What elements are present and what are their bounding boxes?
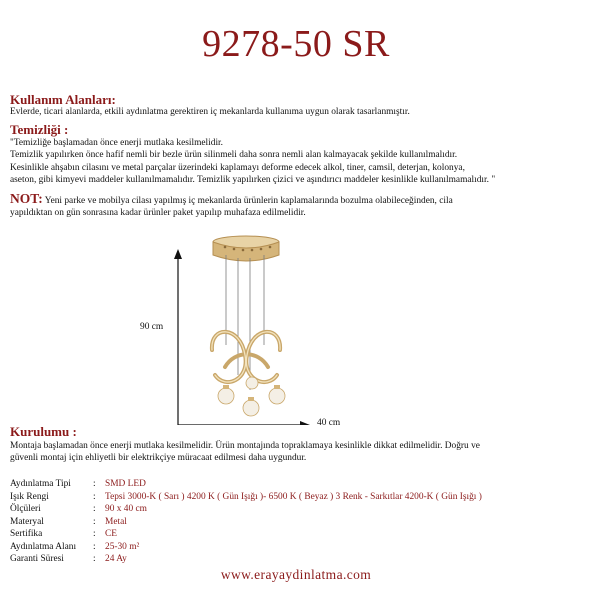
note-line-2: yapıldıktan on gün sonrasına kadar ürünler paket yapılıp muhafaza edilmelidir. bbox=[10, 208, 306, 219]
spec-separator: : bbox=[93, 504, 96, 514]
spec-value: 24 Ay bbox=[105, 554, 127, 564]
installation-text bbox=[10, 440, 585, 465]
height-dimension-label: 90 cm bbox=[140, 322, 164, 332]
note-block bbox=[10, 193, 585, 220]
spec-label: Aydınlatma Tipi bbox=[10, 479, 71, 489]
spec-row bbox=[10, 478, 482, 491]
note-line-1: Yeni parke ve mobilya cilası yapılmış iç mekanlarda ürünlerin kaplamalarında bozulma olabileceğinden, cila bbox=[42, 196, 453, 206]
note-label: NOT: bbox=[10, 191, 43, 206]
spec-row bbox=[10, 516, 482, 529]
cleaning-text bbox=[10, 137, 585, 186]
spec-value: Metal bbox=[105, 516, 127, 527]
spec-label: Sertifika bbox=[10, 529, 43, 539]
spec-separator: : bbox=[93, 541, 96, 552]
spec-table bbox=[10, 478, 482, 566]
spec-row bbox=[10, 491, 482, 504]
width-dimension-label: 40 cm bbox=[317, 418, 341, 428]
website-url: www.erayaydinlatma.com bbox=[220, 567, 372, 582]
spec-row bbox=[10, 541, 482, 554]
spec-label: Aydınlatma Alanı bbox=[10, 541, 77, 552]
height-arrow-head bbox=[174, 249, 182, 259]
usage-heading: Kullanım Alanları: bbox=[10, 92, 116, 107]
spec-label: Garanti Süresi bbox=[10, 554, 64, 564]
spec-value: CE bbox=[105, 529, 117, 539]
width-arrow-head bbox=[300, 421, 310, 425]
installation-line-1: Montaja başlamadan önce enerji mutlaka kesilmelidir. Ürün montajında topraklamaya kesinlikle dikkat edilmelidir. Doğru ve bbox=[10, 441, 480, 451]
cleaning-line: aseton, gibi kimyevi maddeler kullanılmamalıdır. Temizlik yapılırken çizici ve aşındırıcı maddeler kesinlikle kullanılmamalıdır. " bbox=[10, 174, 496, 185]
spec-row bbox=[10, 528, 482, 541]
spec-label: Işık Rengi bbox=[10, 491, 49, 502]
product-code-title: 9278-50 SR bbox=[202, 23, 390, 65]
spec-separator: : bbox=[93, 516, 96, 527]
spec-separator: : bbox=[93, 491, 96, 502]
spec-label: Materyal bbox=[10, 516, 44, 527]
cleaning-line: Temizlik yapılırken önce hafif nemli bir bezle ürün silinmeli daha sonra nemli alan kalmayacak şekilde kullanılmalıdır. bbox=[10, 150, 458, 161]
spec-label: Ölçüleri bbox=[10, 504, 41, 514]
installation-heading: Kurulumu : bbox=[10, 424, 77, 439]
spec-separator: : bbox=[93, 554, 96, 564]
spec-value: 25-30 m² bbox=[105, 541, 140, 552]
spec-value: Tepsi 3000-K ( Sarı ) 4200 K ( Gün Işığı )- 6500 K ( Beyaz ) 3 Renk - Sarkıtlar 4200-K ( Gün Işığı ) bbox=[105, 491, 482, 502]
usage-text: Evlerde, ticari alanlarda, etkili aydınlatma gerektiren iç mekanlarda kullanıma uygun olarak tasarlanmıştır. bbox=[10, 107, 410, 117]
spec-value: 90 x 40 cm bbox=[105, 504, 147, 514]
cleaning-line: "Temizliğe başlamadan önce enerji mutlaka kesilmelidir. bbox=[10, 138, 223, 148]
cleaning-heading: Temizliği : bbox=[10, 122, 69, 137]
cleaning-line: Kesinlikle ahşabın cilasını ve metal parçalar üzerindeki kaplamayı deforme edecek alkol, tiner, camsil, deterjan, kolonya, bbox=[10, 162, 465, 173]
spec-value: SMD LED bbox=[105, 479, 146, 489]
spec-separator: : bbox=[93, 529, 96, 539]
spec-row bbox=[10, 553, 482, 566]
installation-line-2: güvenli montaj için ehliyetli bir elektrikçiye müracaat edilmesi daha uygundur. bbox=[10, 453, 307, 464]
spec-separator: : bbox=[93, 479, 96, 489]
spec-row bbox=[10, 503, 482, 516]
